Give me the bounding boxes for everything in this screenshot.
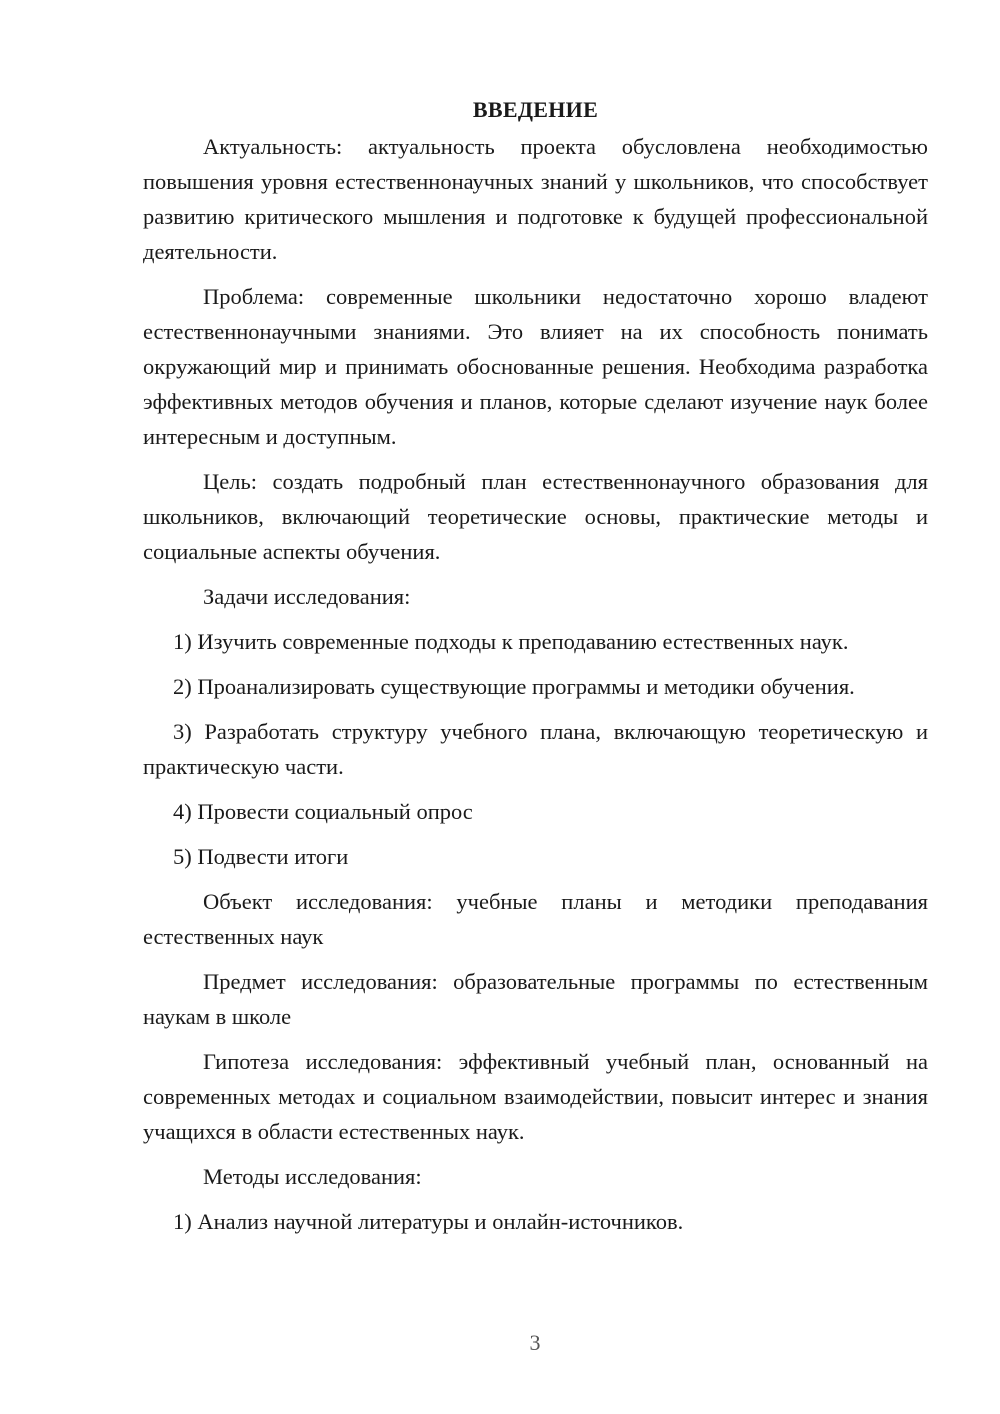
goal-paragraph: Цель: создать подробный план естественнонаучного образования для школьников, включающий теоретические основы, практические методы и социальные аспекты обучения. [143, 469, 928, 564]
methods-heading: Методы исследования: [203, 1164, 422, 1189]
task-item: 1) Изучить современные подходы к преподаванию естественных наук. [173, 629, 849, 654]
task-item: 3) Разработать структуру учебного плана, включающую теоретическую и практическую части. [143, 719, 928, 779]
task-item: 4) Провести социальный опрос [173, 799, 473, 824]
task-item: 2) Проанализировать существующие программы и методики обучения. [173, 674, 855, 699]
page-number: 3 [529, 1330, 541, 1355]
problem-paragraph: Проблема: современные школьники недостаточно хорошо владеют естественнонаучными знаниями. Это влияет на их способность понимать окружающий мир и принимать обоснованные решения. Необходима разработка эффективных методов обучения и планов, которые сделают изучение наук более интересным и доступным. [143, 284, 928, 449]
hypothesis-paragraph: Гипотеза исследования: эффективный учебный план, основанный на современных методах и социальном взаимодействии, повысит интерес и знания учащихся в области естественных наук. [143, 1049, 928, 1144]
document-page [143, 92, 928, 1249]
method-item: 1) Анализ научной литературы и онлайн-источников. [173, 1209, 684, 1234]
tasks-heading: Задачи исследования: [203, 584, 411, 609]
task-item: 5) Подвести итоги [173, 844, 349, 869]
object-paragraph: Объект исследования: учебные планы и методики преподавания естественных наук [143, 889, 928, 949]
actuality-paragraph: Актуальность: актуальность проекта обусловлена необходимостью повышения уровня естественнонаучных знаний у школьников, что способствует развитию критического мышления и подготовке к будущей профессиональной деятельности. [143, 134, 928, 264]
subject-paragraph: Предмет исследования: образовательные программы по естественным наукам в школе [143, 969, 928, 1029]
section-title: ВВЕДЕНИЕ [472, 97, 599, 122]
